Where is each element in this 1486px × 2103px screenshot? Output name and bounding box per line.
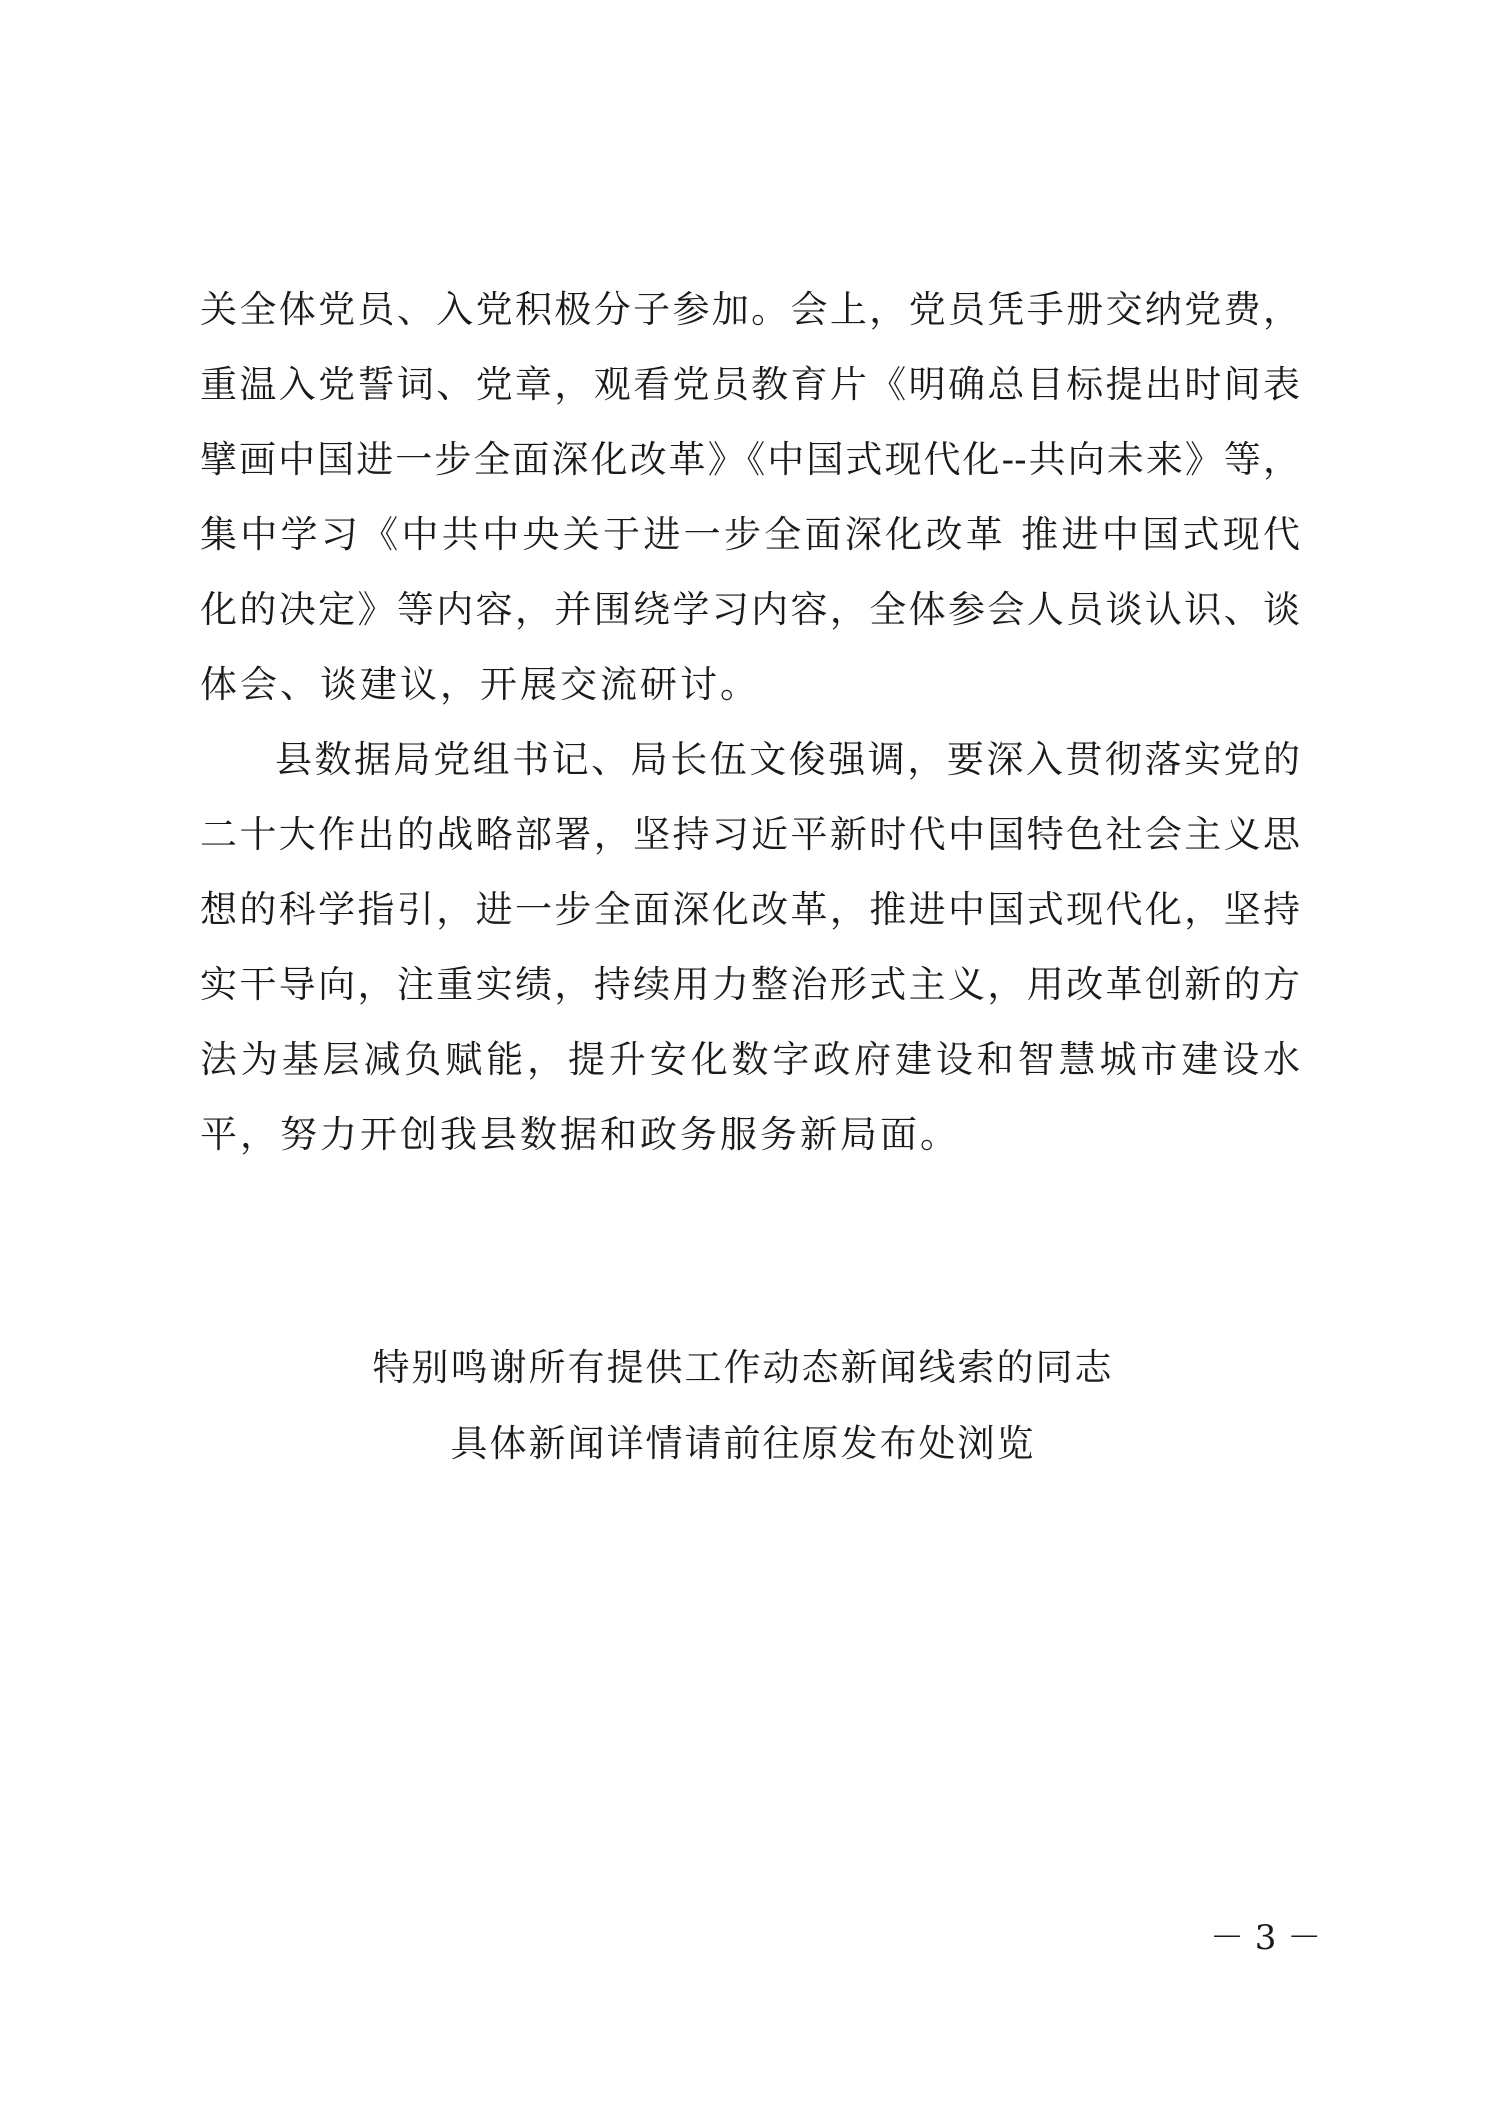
source-note-line: 具体新闻详情请前往原发布处浏览 <box>450 1422 1036 1465</box>
body-text <box>200 272 1300 1172</box>
text-line: 体会、谈建议，开展交流研讨。 <box>200 663 760 706</box>
page-number: － 3 － <box>1210 1918 1322 1958</box>
text-line: 法为基层减负赋能，提升安化数字政府建设和智慧城市建设水 <box>200 1038 1300 1081</box>
text-line: 想的科学指引，进一步全面深化改革，推进中国式现代化，坚持 <box>200 888 1300 931</box>
paragraph-2 <box>200 722 1300 1172</box>
closing-note <box>0 1330 1486 1482</box>
text-line: 二十大作出的战略部署，坚持习近平新时代中国特色社会主义思 <box>200 813 1300 856</box>
text-line: 集中学习《中共中央关于进一步全面深化改革 推进中国式现代 <box>200 513 1300 556</box>
text-line: 重温入党誓词、党章，观看党员教育片《明确总目标提出时间表 <box>200 363 1300 406</box>
text-line: 实干导向，注重实绩，持续用力整治形式主义，用改革创新的方 <box>200 963 1300 1006</box>
acknowledgement-line: 特别鸣谢所有提供工作动态新闻线索的同志 <box>372 1346 1114 1389</box>
text-line: 平，努力开创我县数据和政务服务新局面。 <box>200 1113 960 1156</box>
text-line: 化的决定》等内容，并围绕学习内容，全体参会人员谈认识、谈 <box>200 588 1300 631</box>
paragraph-1 <box>200 272 1300 722</box>
text-line: 县数据局党组书记、局长伍文俊强调，要深入贯彻落实党的 <box>275 738 1300 781</box>
text-line: 擘画中国进一步全面深化改革》《中国式现代化--共向未来》等， <box>200 438 1300 481</box>
text-line: 关全体党员、入党积极分子参加。会上，党员凭手册交纳党费， <box>200 288 1300 331</box>
